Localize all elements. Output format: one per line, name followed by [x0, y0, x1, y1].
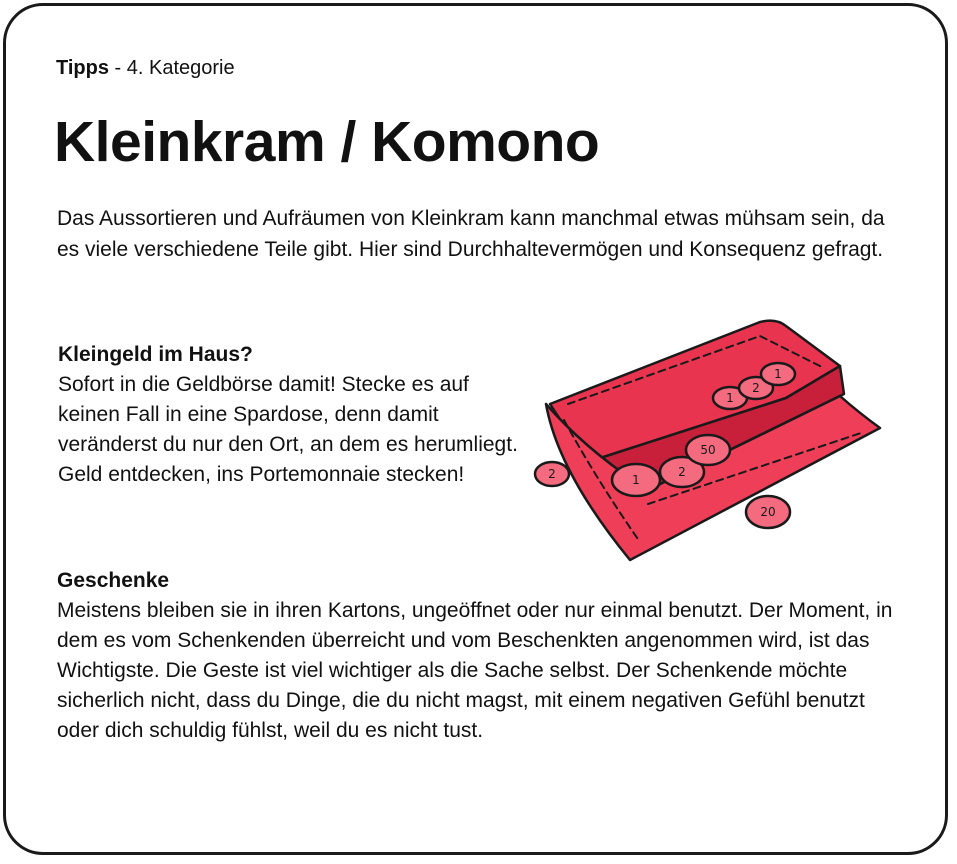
breadcrumb-tipps: Tipps: [56, 57, 109, 79]
coin-label: 50: [700, 443, 716, 457]
breadcrumb: [56, 56, 235, 80]
coin-label: 1: [774, 367, 782, 381]
section-kleingeld: [58, 340, 528, 490]
coin-label: 1: [632, 473, 640, 487]
section-geschenke: [57, 566, 907, 746]
page-title: Kleinkram / Komono: [54, 110, 600, 174]
coin-label: 2: [678, 465, 686, 479]
section-heading: Geschenke: [57, 569, 170, 592]
section-body: Meistens bleiben sie in ihren Kartons, ungeöffnet oder nur einmal benutzt. Der Moment, in dem es vom Schenkenden überreicht und vom Beschenkten angenommen wird, ist das Wichtigste. Die Geste ist viel wichtiger als die Sache selbst. Der Schenkende möchte sicherlich nicht, dass du Dinge, die du nicht magst, mit einem negativen Gefühl benutzt oder dich schuldig fühlst, weil du es nicht tust.: [57, 599, 893, 742]
wallet-with-coins-icon: [528, 312, 888, 570]
coin-label: 1: [726, 391, 734, 405]
coin-label: 2: [548, 467, 556, 481]
section-heading: Kleingeld im Haus?: [58, 343, 253, 366]
section-body: Sofort in die Geldbörse damit! Stecke es auf keinen Fall in eine Spardose, denn damit veränderst du nur den Ort, an dem es herumliegt. Geld entdecken, ins Portemonnaie stecken!: [58, 373, 518, 486]
breadcrumb-category: - 4. Kategorie: [108, 57, 235, 79]
coin-label: 20: [760, 505, 776, 519]
intro-text: Das Aussortieren und Aufräumen von Kleinkram kann manchmal etwas mühsam sein, da es viele verschiedene Teile gibt. Hier sind Durchhaltevermögen und Konsequenz gefragt.: [57, 207, 885, 261]
coin-label: 2: [752, 381, 760, 395]
